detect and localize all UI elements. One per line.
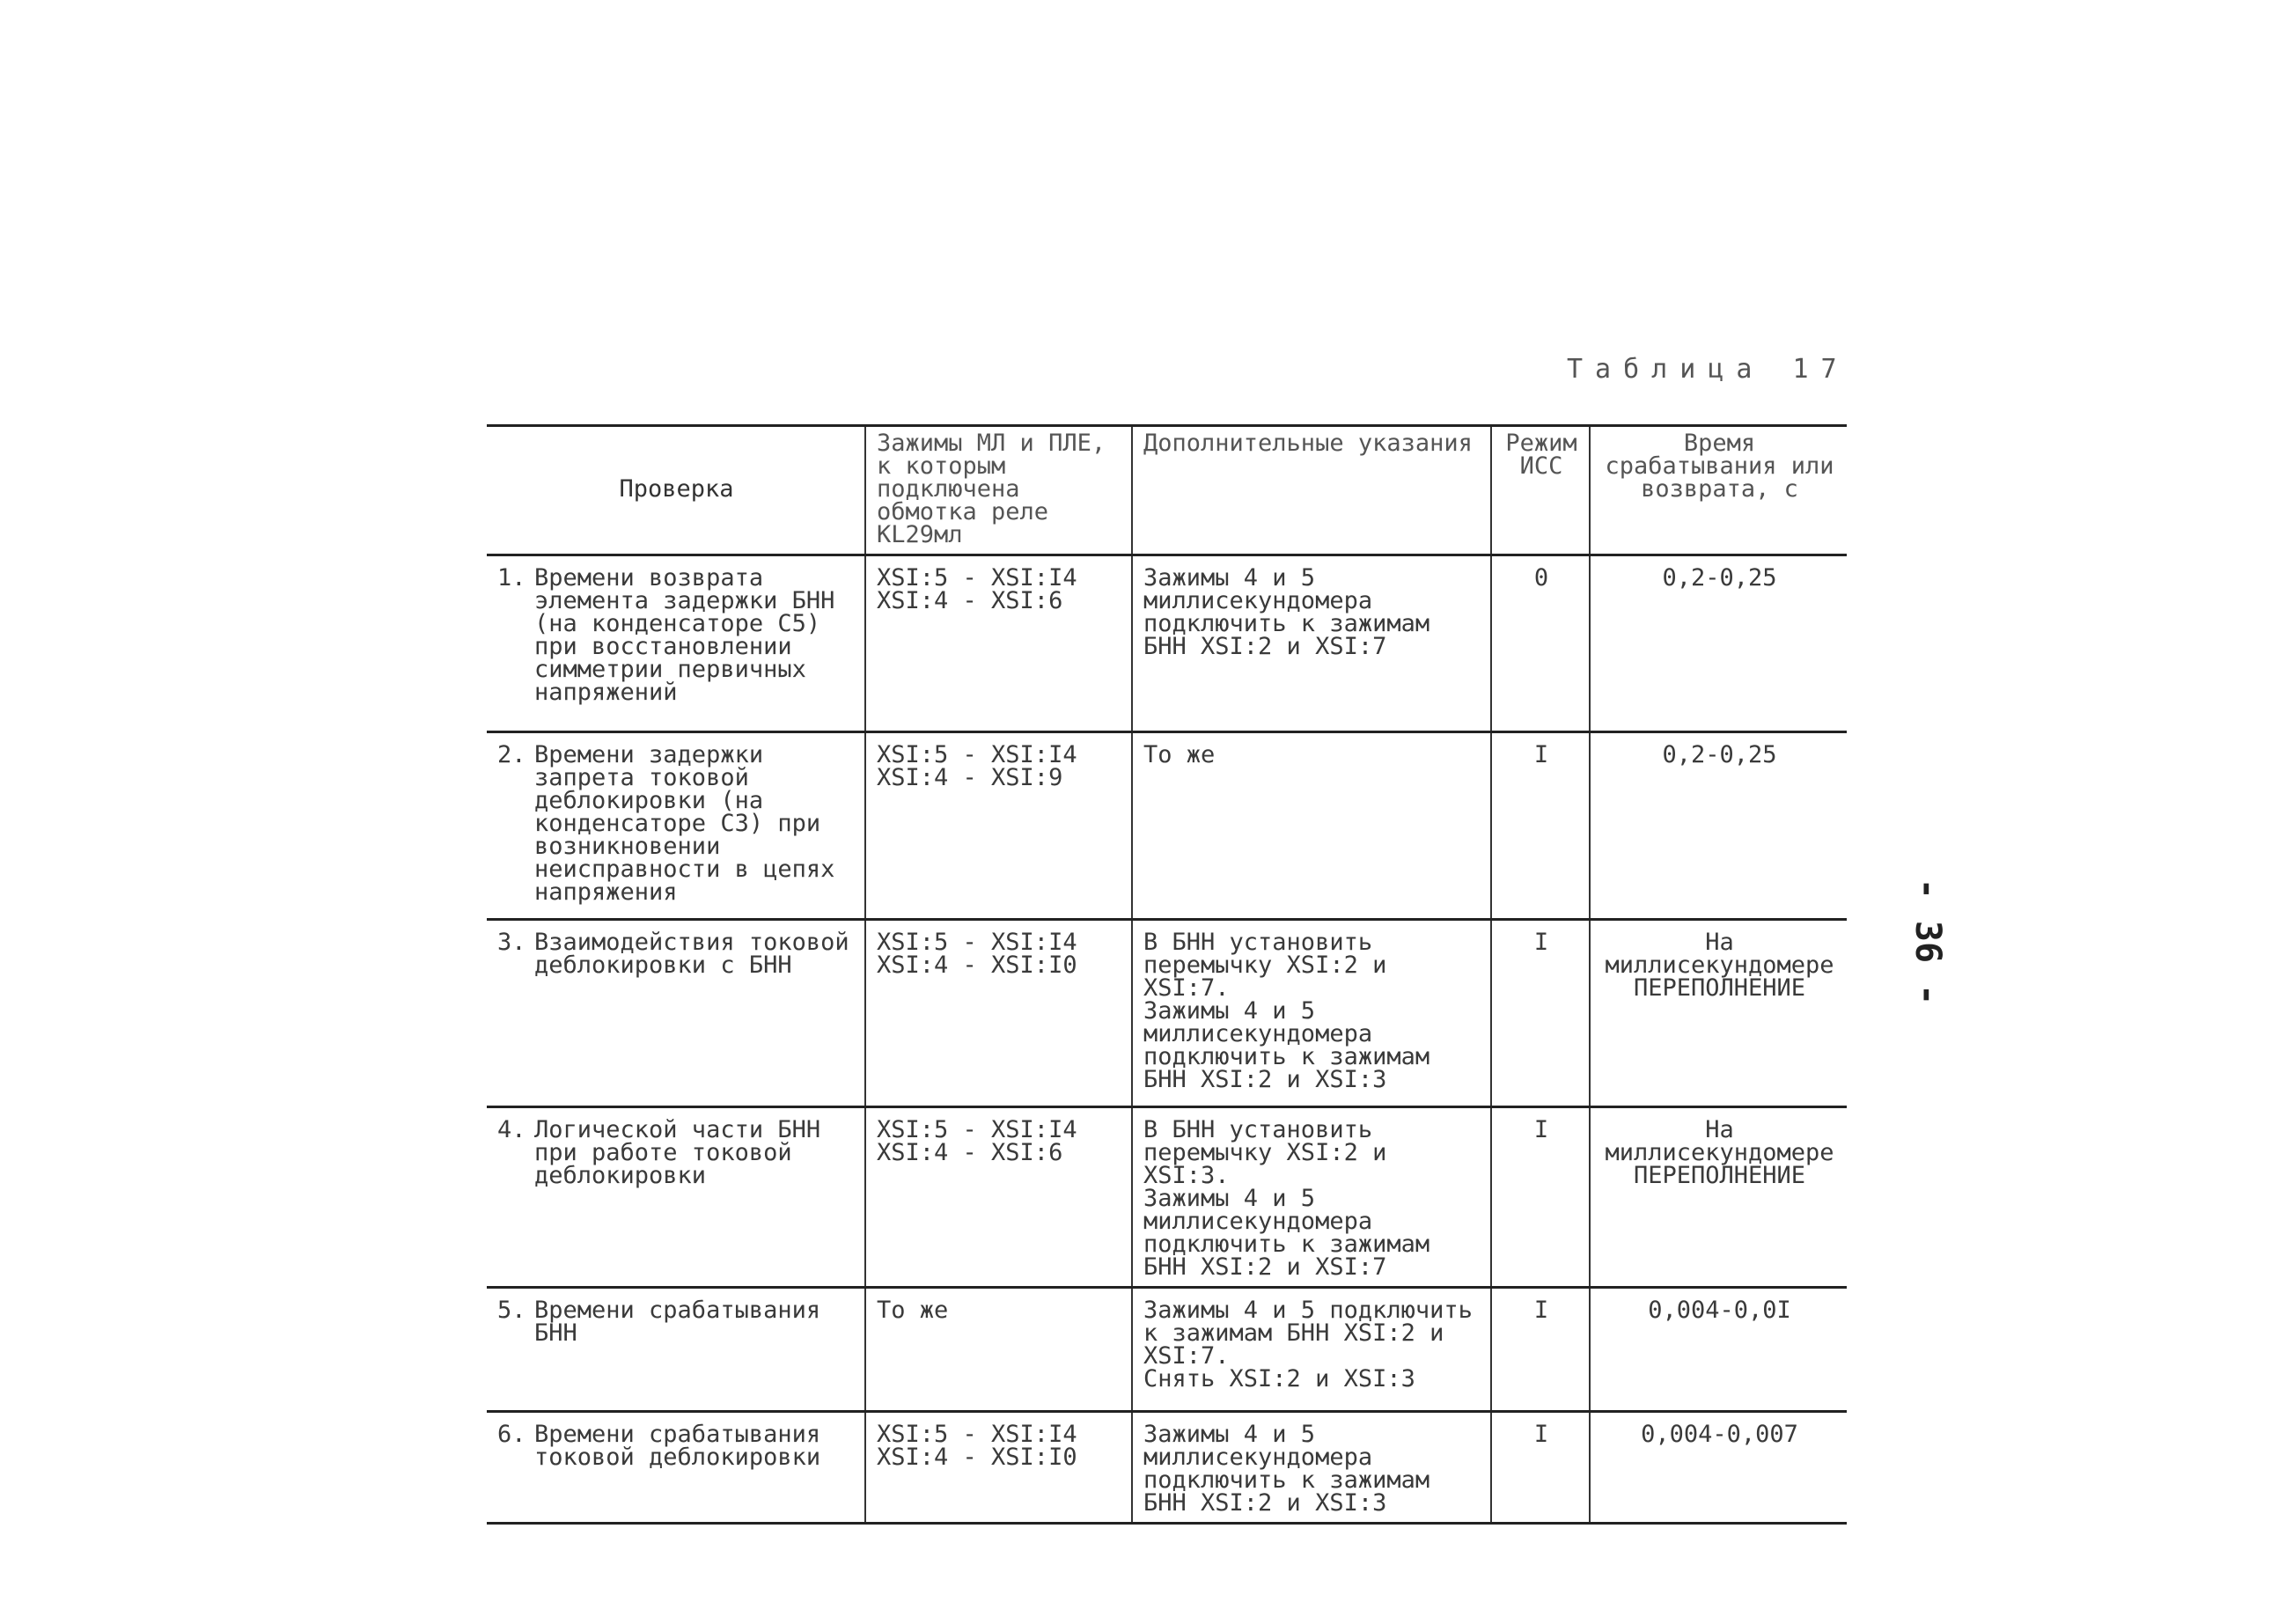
cell-check — [487, 1288, 865, 1412]
row-number: 2. — [497, 741, 526, 768]
table-caption: Таблица 17 — [1567, 354, 1849, 385]
cell-terminals: То же — [865, 1288, 1132, 1412]
cell-time: На миллисекундомере ПЕРЕПОЛНЕНИЕ — [1590, 1107, 1847, 1288]
cell-time: 0,2-0,25 — [1590, 555, 1847, 732]
cell-notes: То же — [1132, 732, 1491, 920]
cell-notes: Зажимы 4 и 5 миллисекундомера подключить к зажимам БНН XSI:2 и XSI:3 — [1132, 1412, 1491, 1524]
cell-mode: I — [1491, 1288, 1590, 1412]
table-row — [487, 732, 1847, 920]
cell-mode: I — [1491, 1107, 1590, 1288]
cell-mode: I — [1491, 1412, 1590, 1524]
table-row — [487, 555, 1847, 732]
page-number — [1892, 878, 1963, 1006]
row-number: 5. — [497, 1297, 526, 1324]
table-row — [487, 1107, 1847, 1288]
table-row — [487, 920, 1847, 1107]
cell-time: 0,004-0,007 — [1590, 1412, 1847, 1524]
table-header — [487, 426, 1847, 555]
check-text: Времени возврата элемента задержки БНН (на конденсаторе С5) при восстановлении симметрии первичных напряжений — [534, 564, 835, 706]
row-number: 3. — [497, 929, 526, 956]
cell-time: 0,004-0,0I — [1590, 1288, 1847, 1412]
cell-check — [487, 920, 865, 1107]
cell-check — [487, 732, 865, 920]
cell-terminals: XSI:5 - XSI:I4 XSI:4 - XSI:6 — [865, 1107, 1132, 1288]
check-text: Времени задержки запрета токовой деблокировки (на конденсаторе С3) при возникновении неисправности в цепях напряжения — [534, 741, 835, 906]
cell-check — [487, 1412, 865, 1524]
cell-notes: В БНН установить перемычку XSI:2 и XSI:3. Зажимы 4 и 5 миллисекундомера подключить к зажимам БНН XSI:2 и XSI:7 — [1132, 1107, 1491, 1288]
header-row — [487, 426, 1847, 555]
cell-notes: Зажимы 4 и 5 миллисекундомера подключить к зажимам БНН XSI:2 и XSI:7 — [1132, 555, 1491, 732]
cell-check — [487, 555, 865, 732]
cell-notes: В БНН установить перемычку XSI:2 и XSI:7. Зажимы 4 и 5 миллисекундомера подключить к зажимам БНН XSI:2 и XSI:3 — [1132, 920, 1491, 1107]
header-terminals: Зажимы МЛ и ПЛЕ, к которым подключена обмотка реле KL29мл — [865, 426, 1132, 555]
table-body — [487, 555, 1847, 1524]
cell-terminals: XSI:5 - XSI:I4 XSI:4 - XSI:I0 — [865, 1412, 1132, 1524]
check-text: Времени срабатывания токовой деблокировки — [534, 1421, 821, 1471]
header-notes: Дополнительные указания — [1132, 426, 1491, 555]
cell-terminals: XSI:5 - XSI:I4 XSI:4 - XSI:9 — [865, 732, 1132, 920]
cell-notes: Зажимы 4 и 5 подключить к зажимам БНН XSI:2 и XSI:7. Снять XSI:2 и XSI:3 — [1132, 1288, 1491, 1412]
header-check: Проверка — [619, 475, 734, 503]
table-row — [487, 1288, 1847, 1412]
cell-terminals: XSI:5 - XSI:I4 XSI:4 - XSI:6 — [865, 555, 1132, 732]
header-time: Время срабатывания или возврата, с — [1590, 426, 1847, 555]
check-text: Времени срабатывания БНН — [534, 1297, 821, 1347]
cell-time: На миллисекундомере ПЕРЕПОЛНЕНИЕ — [1590, 920, 1847, 1107]
check-text: Взаимодействия токовой деблокировки с БНН — [534, 929, 849, 979]
page-number-text: - 36 - — [1907, 878, 1948, 1006]
cell-mode: I — [1491, 920, 1590, 1107]
header-mode: Режим ИСС — [1491, 426, 1590, 555]
row-number: 6. — [497, 1421, 526, 1448]
cell-terminals: XSI:5 - XSI:I4 XSI:4 - XSI:I0 — [865, 920, 1132, 1107]
cell-mode: I — [1491, 732, 1590, 920]
row-number: 1. — [497, 564, 526, 592]
cell-time: 0,2-0,25 — [1590, 732, 1847, 920]
row-number: 4. — [497, 1116, 526, 1143]
cell-check — [487, 1107, 865, 1288]
table-row — [487, 1412, 1847, 1524]
cell-mode: 0 — [1491, 555, 1590, 732]
check-text: Логической части БНН при работе токовой деблокировки — [534, 1116, 821, 1189]
verification-table — [487, 424, 1847, 1525]
